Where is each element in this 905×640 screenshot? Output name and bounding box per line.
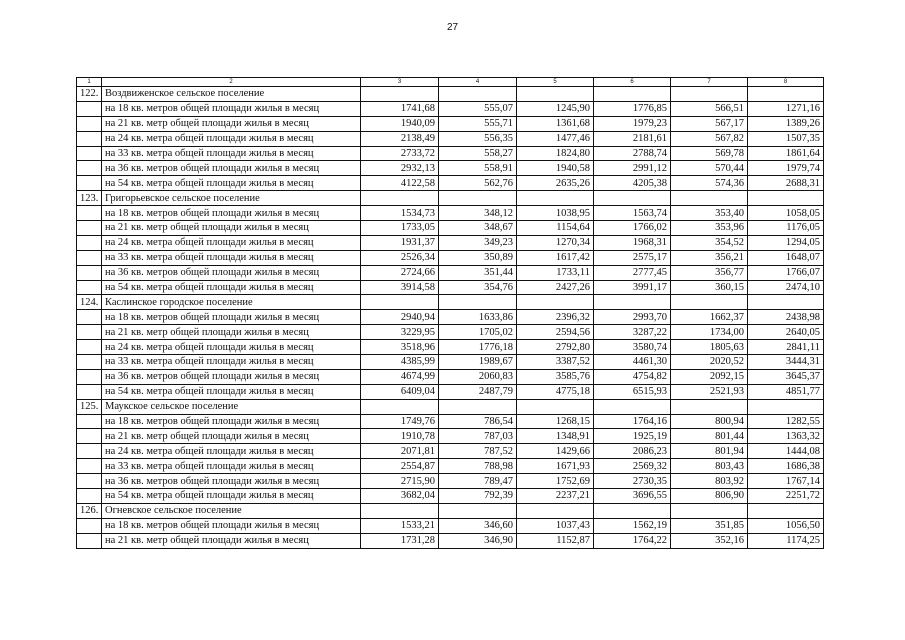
value-cell: 1824,80 — [517, 146, 594, 161]
value-cell: 1776,85 — [594, 101, 671, 116]
value-cell: 352,16 — [671, 533, 748, 548]
table-row — [77, 489, 824, 504]
value-cell: 570,44 — [671, 161, 748, 176]
value-cell: 2521,93 — [671, 384, 748, 399]
value-cell: 2841,11 — [748, 340, 824, 355]
value-cell: 567,82 — [671, 131, 748, 146]
index-cell — [77, 518, 102, 533]
value-cell: 1533,21 — [361, 518, 439, 533]
value-cell: 1705,02 — [439, 325, 517, 340]
value-cell: 1968,31 — [594, 235, 671, 250]
value-cell: 801,94 — [671, 444, 748, 459]
value-cell: 1429,66 — [517, 444, 594, 459]
value-cell: 2688,31 — [748, 176, 824, 191]
value-cell: 569,78 — [671, 146, 748, 161]
column-number: 4 — [439, 78, 517, 87]
empty-cell — [671, 399, 748, 414]
table-row — [77, 325, 824, 340]
value-cell: 1348,91 — [517, 429, 594, 444]
value-cell: 2575,17 — [594, 250, 671, 265]
value-cell: 354,52 — [671, 235, 748, 250]
value-cell: 1563,74 — [594, 206, 671, 221]
value-cell: 1767,14 — [748, 474, 824, 489]
value-cell: 4754,82 — [594, 369, 671, 384]
value-cell: 4461,30 — [594, 355, 671, 370]
index-cell — [77, 414, 102, 429]
value-cell: 1152,87 — [517, 533, 594, 548]
value-cell: 3682,04 — [361, 489, 439, 504]
empty-cell — [439, 503, 517, 518]
row-label: на 18 кв. метров общей площади жилья в месяц — [102, 101, 361, 116]
empty-cell — [748, 503, 824, 518]
empty-cell — [671, 191, 748, 206]
row-label: на 24 кв. метра общей площади жилья в месяц — [102, 340, 361, 355]
value-cell: 3914,58 — [361, 280, 439, 295]
value-cell: 346,60 — [439, 518, 517, 533]
value-cell: 1766,02 — [594, 221, 671, 236]
value-cell: 2438,98 — [748, 310, 824, 325]
value-cell: 1270,34 — [517, 235, 594, 250]
value-cell: 2777,45 — [594, 265, 671, 280]
section-row — [77, 399, 824, 414]
value-cell: 348,67 — [439, 221, 517, 236]
section-index: 124. — [77, 295, 102, 310]
table-row — [77, 355, 824, 370]
value-cell: 787,52 — [439, 444, 517, 459]
value-cell: 1444,08 — [748, 444, 824, 459]
row-label: на 54 кв. метра общей площади жилья в месяц — [102, 176, 361, 191]
row-label: на 36 кв. метров общей площади жилья в месяц — [102, 474, 361, 489]
value-cell: 1752,69 — [517, 474, 594, 489]
table-row — [77, 414, 824, 429]
value-cell: 6409,04 — [361, 384, 439, 399]
value-cell: 2993,70 — [594, 310, 671, 325]
table-row — [77, 176, 824, 191]
index-cell — [77, 101, 102, 116]
section-row — [77, 191, 824, 206]
section-index: 123. — [77, 191, 102, 206]
empty-cell — [671, 503, 748, 518]
value-cell: 2554,87 — [361, 459, 439, 474]
column-number: 5 — [517, 78, 594, 87]
value-cell: 2487,79 — [439, 384, 517, 399]
row-label: на 33 кв. метра общей площади жилья в месяц — [102, 146, 361, 161]
value-cell: 1741,68 — [361, 101, 439, 116]
value-cell: 2138,49 — [361, 131, 439, 146]
value-cell: 3991,17 — [594, 280, 671, 295]
table-row — [77, 116, 824, 131]
value-cell: 1037,43 — [517, 518, 594, 533]
column-number: 8 — [748, 78, 824, 87]
empty-cell — [361, 87, 439, 102]
row-label: на 33 кв. метра общей площади жилья в месяц — [102, 459, 361, 474]
table-row — [77, 474, 824, 489]
index-cell — [77, 340, 102, 355]
empty-cell — [671, 295, 748, 310]
value-cell: 789,47 — [439, 474, 517, 489]
empty-cell — [748, 191, 824, 206]
section-row — [77, 503, 824, 518]
value-cell: 2181,61 — [594, 131, 671, 146]
empty-cell — [361, 399, 439, 414]
value-cell: 574,36 — [671, 176, 748, 191]
value-cell: 3645,37 — [748, 369, 824, 384]
value-cell: 2635,26 — [517, 176, 594, 191]
value-cell: 4674,99 — [361, 369, 439, 384]
value-cell: 354,76 — [439, 280, 517, 295]
value-cell: 1282,55 — [748, 414, 824, 429]
value-cell: 1271,16 — [748, 101, 824, 116]
value-cell: 350,89 — [439, 250, 517, 265]
value-cell: 2526,34 — [361, 250, 439, 265]
value-cell: 2792,80 — [517, 340, 594, 355]
empty-cell — [594, 191, 671, 206]
empty-cell — [361, 503, 439, 518]
value-cell: 2071,81 — [361, 444, 439, 459]
table-row — [77, 235, 824, 250]
section-index: 125. — [77, 399, 102, 414]
value-cell: 2474,10 — [748, 280, 824, 295]
column-number: 1 — [77, 78, 102, 87]
table-body — [77, 78, 824, 549]
value-cell: 1038,95 — [517, 206, 594, 221]
value-cell: 4205,38 — [594, 176, 671, 191]
index-cell — [77, 474, 102, 489]
value-cell: 1940,58 — [517, 161, 594, 176]
table-row — [77, 131, 824, 146]
index-cell — [77, 235, 102, 250]
index-cell — [77, 176, 102, 191]
value-cell: 4122,58 — [361, 176, 439, 191]
value-cell: 1931,37 — [361, 235, 439, 250]
table-row — [77, 280, 824, 295]
value-cell: 787,03 — [439, 429, 517, 444]
table-row — [77, 161, 824, 176]
row-label: на 24 кв. метра общей площади жилья в месяц — [102, 235, 361, 250]
empty-cell — [517, 191, 594, 206]
value-cell: 1979,23 — [594, 116, 671, 131]
value-cell: 1979,74 — [748, 161, 824, 176]
row-label: на 24 кв. метра общей площади жилья в месяц — [102, 444, 361, 459]
section-title: Маукское сельское поселение — [102, 399, 361, 414]
value-cell: 2086,23 — [594, 444, 671, 459]
index-cell — [77, 489, 102, 504]
row-label: на 33 кв. метра общей площади жилья в месяц — [102, 250, 361, 265]
value-cell: 1731,28 — [361, 533, 439, 548]
value-cell: 2020,52 — [671, 355, 748, 370]
value-cell: 3696,55 — [594, 489, 671, 504]
empty-cell — [748, 399, 824, 414]
value-cell: 2640,05 — [748, 325, 824, 340]
value-cell: 4385,99 — [361, 355, 439, 370]
index-cell — [77, 444, 102, 459]
value-cell: 1389,26 — [748, 116, 824, 131]
value-cell: 1534,73 — [361, 206, 439, 221]
row-label: на 54 кв. метра общей площади жилья в месяц — [102, 280, 361, 295]
value-cell: 348,12 — [439, 206, 517, 221]
row-label: на 18 кв. метров общей площади жилья в месяц — [102, 518, 361, 533]
value-cell: 1910,78 — [361, 429, 439, 444]
value-cell: 1056,50 — [748, 518, 824, 533]
empty-cell — [439, 87, 517, 102]
index-cell — [77, 206, 102, 221]
value-cell: 1766,07 — [748, 265, 824, 280]
table-row — [77, 206, 824, 221]
value-cell: 567,17 — [671, 116, 748, 131]
row-label: на 18 кв. метров общей площади жилья в месяц — [102, 206, 361, 221]
value-cell: 4775,18 — [517, 384, 594, 399]
value-cell: 566,51 — [671, 101, 748, 116]
row-label: на 24 кв. метра общей площади жилья в месяц — [102, 131, 361, 146]
value-cell: 2427,26 — [517, 280, 594, 295]
row-label: на 21 кв. метр общей площади жилья в месяц — [102, 429, 361, 444]
value-cell: 2940,94 — [361, 310, 439, 325]
table-row — [77, 429, 824, 444]
value-cell: 1648,07 — [748, 250, 824, 265]
index-cell — [77, 325, 102, 340]
row-label: на 54 кв. метра общей площади жилья в месяц — [102, 384, 361, 399]
column-number: 3 — [361, 78, 439, 87]
value-cell: 2730,35 — [594, 474, 671, 489]
value-cell: 1733,05 — [361, 221, 439, 236]
empty-cell — [748, 295, 824, 310]
value-cell: 1058,05 — [748, 206, 824, 221]
row-label: на 36 кв. метров общей площади жилья в месяц — [102, 265, 361, 280]
value-cell: 1562,19 — [594, 518, 671, 533]
value-cell: 1764,22 — [594, 533, 671, 548]
row-label: на 18 кв. метров общей площади жилья в месяц — [102, 414, 361, 429]
value-cell: 558,91 — [439, 161, 517, 176]
value-cell: 4851,77 — [748, 384, 824, 399]
value-cell: 3287,22 — [594, 325, 671, 340]
section-index: 122. — [77, 87, 102, 102]
index-cell — [77, 265, 102, 280]
value-cell: 556,35 — [439, 131, 517, 146]
table-row — [77, 101, 824, 116]
empty-cell — [517, 87, 594, 102]
page-number: 27 — [446, 22, 459, 33]
index-cell — [77, 369, 102, 384]
index-cell — [77, 429, 102, 444]
index-cell — [77, 161, 102, 176]
value-cell: 356,77 — [671, 265, 748, 280]
section-index: 126. — [77, 503, 102, 518]
index-cell — [77, 280, 102, 295]
value-cell: 349,23 — [439, 235, 517, 250]
value-cell: 6515,93 — [594, 384, 671, 399]
index-cell — [77, 533, 102, 548]
value-cell: 1662,37 — [671, 310, 748, 325]
value-cell: 1749,76 — [361, 414, 439, 429]
empty-cell — [594, 295, 671, 310]
row-label: на 54 кв. метра общей площади жилья в месяц — [102, 489, 361, 504]
section-row — [77, 295, 824, 310]
empty-cell — [671, 87, 748, 102]
empty-cell — [517, 399, 594, 414]
value-cell: 3229,95 — [361, 325, 439, 340]
value-cell: 1805,63 — [671, 340, 748, 355]
value-cell: 353,40 — [671, 206, 748, 221]
value-cell: 1776,18 — [439, 340, 517, 355]
index-cell — [77, 310, 102, 325]
value-cell: 356,21 — [671, 250, 748, 265]
value-cell: 2237,21 — [517, 489, 594, 504]
value-cell: 3580,74 — [594, 340, 671, 355]
empty-cell — [594, 503, 671, 518]
value-cell: 801,44 — [671, 429, 748, 444]
value-cell: 1764,16 — [594, 414, 671, 429]
empty-cell — [439, 295, 517, 310]
empty-cell — [594, 399, 671, 414]
empty-cell — [361, 295, 439, 310]
value-cell: 788,98 — [439, 459, 517, 474]
value-cell: 558,27 — [439, 146, 517, 161]
value-cell: 1734,00 — [671, 325, 748, 340]
value-cell: 2788,74 — [594, 146, 671, 161]
section-title: Григорьевское сельское поселение — [102, 191, 361, 206]
index-cell — [77, 116, 102, 131]
value-cell: 2092,15 — [671, 369, 748, 384]
row-label: на 21 кв. метр общей площади жилья в месяц — [102, 533, 361, 548]
empty-cell — [361, 191, 439, 206]
value-cell: 1686,38 — [748, 459, 824, 474]
value-cell: 1176,05 — [748, 221, 824, 236]
table-row — [77, 340, 824, 355]
value-cell: 2715,90 — [361, 474, 439, 489]
column-number: 6 — [594, 78, 671, 87]
table-row — [77, 146, 824, 161]
value-cell: 786,54 — [439, 414, 517, 429]
value-cell: 2396,32 — [517, 310, 594, 325]
table-row — [77, 518, 824, 533]
value-cell: 1861,64 — [748, 146, 824, 161]
value-cell: 353,96 — [671, 221, 748, 236]
row-label: на 36 кв. метров общей площади жилья в месяц — [102, 369, 361, 384]
value-cell: 1245,90 — [517, 101, 594, 116]
value-cell: 803,43 — [671, 459, 748, 474]
value-cell: 1363,32 — [748, 429, 824, 444]
value-cell: 3518,96 — [361, 340, 439, 355]
section-row — [77, 87, 824, 102]
value-cell: 1617,42 — [517, 250, 594, 265]
value-cell: 3387,52 — [517, 355, 594, 370]
row-label: на 36 кв. метров общей площади жилья в месяц — [102, 161, 361, 176]
index-cell — [77, 221, 102, 236]
value-cell: 1733,11 — [517, 265, 594, 280]
value-cell: 3444,31 — [748, 355, 824, 370]
value-cell: 555,07 — [439, 101, 517, 116]
value-cell: 1154,64 — [517, 221, 594, 236]
row-label: на 21 кв. метр общей площади жилья в месяц — [102, 325, 361, 340]
value-cell: 1294,05 — [748, 235, 824, 250]
value-cell: 1671,93 — [517, 459, 594, 474]
value-cell: 1477,46 — [517, 131, 594, 146]
empty-cell — [517, 503, 594, 518]
value-cell: 2932,13 — [361, 161, 439, 176]
section-title: Воздвиженское сельское поселение — [102, 87, 361, 102]
value-cell: 806,90 — [671, 489, 748, 504]
value-cell: 2733,72 — [361, 146, 439, 161]
value-cell: 360,15 — [671, 280, 748, 295]
value-cell: 555,71 — [439, 116, 517, 131]
section-title: Огневское сельское поселение — [102, 503, 361, 518]
empty-cell — [594, 87, 671, 102]
table-row — [77, 384, 824, 399]
index-cell — [77, 146, 102, 161]
value-cell: 1174,25 — [748, 533, 824, 548]
row-label: на 21 кв. метр общей площади жилья в месяц — [102, 221, 361, 236]
index-cell — [77, 459, 102, 474]
value-cell: 3585,76 — [517, 369, 594, 384]
value-cell: 1268,15 — [517, 414, 594, 429]
table-row — [77, 265, 824, 280]
value-cell: 800,94 — [671, 414, 748, 429]
section-title: Каслинское городское поселение — [102, 295, 361, 310]
column-number-row — [77, 78, 824, 87]
index-cell — [77, 250, 102, 265]
value-cell: 1633,86 — [439, 310, 517, 325]
empty-cell — [748, 87, 824, 102]
row-label: на 33 кв. метра общей площади жилья в месяц — [102, 355, 361, 370]
table-row — [77, 533, 824, 548]
table-row — [77, 459, 824, 474]
table-row — [77, 444, 824, 459]
table-row — [77, 369, 824, 384]
value-cell: 2991,12 — [594, 161, 671, 176]
value-cell: 2724,66 — [361, 265, 439, 280]
table-row — [77, 310, 824, 325]
index-cell — [77, 131, 102, 146]
value-cell: 2060,83 — [439, 369, 517, 384]
value-cell: 351,44 — [439, 265, 517, 280]
value-cell: 2251,72 — [748, 489, 824, 504]
column-number: 2 — [102, 78, 361, 87]
value-cell: 2569,32 — [594, 459, 671, 474]
value-cell: 792,39 — [439, 489, 517, 504]
value-cell: 2594,56 — [517, 325, 594, 340]
empty-cell — [439, 399, 517, 414]
value-cell: 1989,67 — [439, 355, 517, 370]
column-number: 7 — [671, 78, 748, 87]
value-cell: 562,76 — [439, 176, 517, 191]
row-label: на 21 кв. метр общей площади жилья в месяц — [102, 116, 361, 131]
empty-cell — [439, 191, 517, 206]
value-cell: 346,90 — [439, 533, 517, 548]
index-cell — [77, 355, 102, 370]
value-cell: 1940,09 — [361, 116, 439, 131]
value-cell: 1925,19 — [594, 429, 671, 444]
index-cell — [77, 384, 102, 399]
value-cell: 351,85 — [671, 518, 748, 533]
value-cell: 1361,68 — [517, 116, 594, 131]
value-cell: 1507,35 — [748, 131, 824, 146]
tariff-table — [76, 77, 824, 549]
row-label: на 18 кв. метров общей площади жилья в месяц — [102, 310, 361, 325]
table-row — [77, 250, 824, 265]
table-row — [77, 221, 824, 236]
value-cell: 803,92 — [671, 474, 748, 489]
empty-cell — [517, 295, 594, 310]
